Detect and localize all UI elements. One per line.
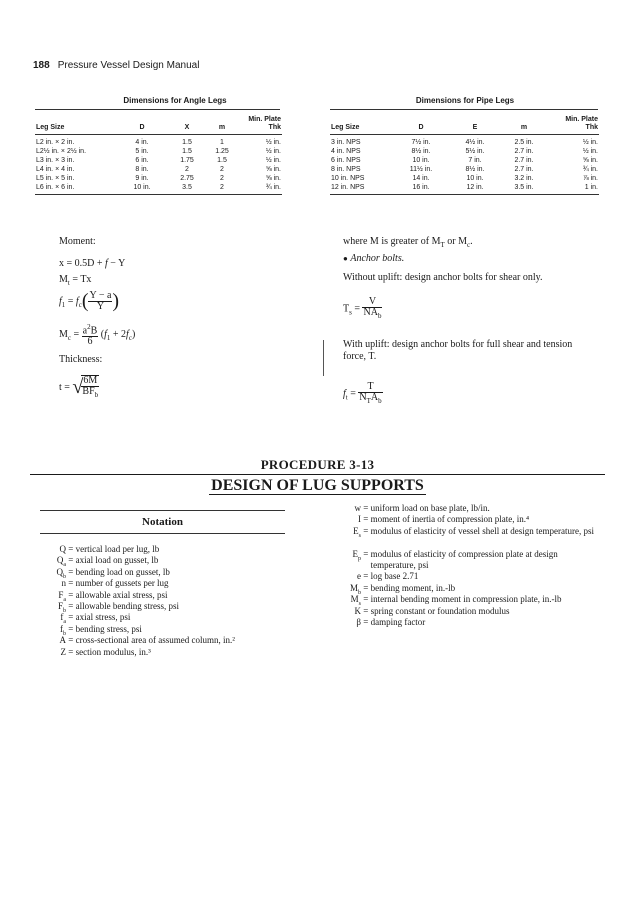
notation-symbol: $M_b$ bbox=[349, 582, 361, 596]
table-cell: 2 bbox=[220, 166, 224, 173]
table-cell: 2.5 in. bbox=[514, 139, 534, 146]
with-uplift-text: With uplift: design anchor bolts for full shear and tension force, T. bbox=[343, 339, 573, 362]
notation-symbol: e bbox=[357, 571, 361, 582]
table-cell: 4½ in. bbox=[465, 139, 485, 146]
procedure-title: DESIGN OF LUG SUPPORTS bbox=[211, 477, 424, 494]
table-row bbox=[35, 165, 282, 174]
notation-item: $Q_b$ = bending load on gusset, lb bbox=[48, 567, 286, 583]
table-cell: ½ in. bbox=[265, 157, 281, 164]
table-row bbox=[35, 183, 282, 195]
notation-item: e = log base 2.71 bbox=[333, 571, 596, 582]
table-cell: 9 in. bbox=[135, 175, 149, 182]
notation-symbol: $E_p$ bbox=[352, 548, 361, 562]
table-cell: 3.5 bbox=[167, 183, 207, 195]
table-cell: ⅝ in. bbox=[582, 157, 598, 164]
column-header: D bbox=[392, 116, 450, 135]
notation-definition: axial stress, psi bbox=[75, 612, 131, 623]
column-header: D bbox=[117, 116, 167, 135]
table-row bbox=[330, 135, 599, 148]
column-header: m bbox=[500, 116, 548, 135]
notation-item: $Q_a$ = axial load on gusset, lb bbox=[48, 555, 286, 571]
column-header: Leg Size bbox=[330, 116, 392, 135]
book-title: Pressure Vessel Design Manual bbox=[57, 60, 200, 71]
table-cell: 6 in. bbox=[135, 157, 149, 164]
notation-item: Q = vertical load per lug, lb bbox=[48, 544, 286, 555]
table-cell: 3 in. NPS bbox=[331, 139, 361, 146]
table-cell: ⅝ in. bbox=[265, 175, 281, 182]
table-cell: 11½ in. bbox=[409, 166, 433, 173]
notation-symbol: $Q_b$ bbox=[56, 566, 66, 580]
table-cell: 8 in. bbox=[135, 166, 149, 173]
notation-item: Z = section modulus, in.³ bbox=[48, 647, 286, 658]
table-cell: ¾ in. bbox=[237, 183, 282, 195]
notation-definition: allowable bending stress, psi bbox=[75, 601, 180, 611]
notation-item: I = moment of inertia of compression plate, in.⁴ bbox=[333, 514, 596, 525]
table-cell: 10 in. bbox=[466, 175, 484, 182]
column-header: Leg Size bbox=[35, 116, 117, 135]
notation-symbol: A bbox=[59, 635, 66, 646]
table-cell: ¾ in. bbox=[582, 166, 598, 173]
notation-item: $f_b$ = bending stress, psi bbox=[48, 624, 286, 640]
notation-symbol: Z bbox=[60, 646, 66, 657]
angle-legs-table bbox=[35, 116, 282, 195]
page-number: 188 bbox=[33, 60, 50, 71]
formula-mc: $M_c$ = $\frac{a^2B}{6}$ $(f_1 + 2f_c)$ bbox=[59, 323, 136, 348]
table-cell: L2½ in. × 2½ in. bbox=[36, 148, 87, 155]
table-header-row bbox=[35, 116, 282, 135]
table-cell: 1.5 bbox=[182, 139, 192, 146]
notation-symbol: I bbox=[358, 514, 361, 525]
formula-f1: $f_1 = f_c$( $\frac{Y - a}{Y}$ ) bbox=[59, 290, 120, 312]
table-cell: 7½ in. bbox=[411, 139, 431, 146]
bullet-icon: ● bbox=[343, 254, 348, 263]
table-row bbox=[35, 174, 282, 183]
column-header: X bbox=[167, 116, 207, 135]
notation-top-rule bbox=[40, 510, 285, 511]
table-cell: 2.7 in. bbox=[514, 166, 534, 173]
table-cell: 2.7 in. bbox=[514, 157, 534, 164]
table-cell: 8½ in. bbox=[411, 148, 431, 155]
notation-item: $M_b$ = bending moment, in.-lb bbox=[333, 583, 596, 599]
table-cell: ⅞ in. bbox=[582, 175, 598, 182]
notation-item: $E_p$ = modulus of elasticity of compression plate at design temperature, psi bbox=[333, 549, 596, 571]
notation-definition: uniform load on base plate, lb/in. bbox=[370, 503, 490, 513]
table-cell: 4 in. NPS bbox=[331, 148, 361, 155]
table-cell: 8½ in. bbox=[465, 166, 485, 173]
formula-ft: $f_t$ = $\frac{T}{N_TA_b}$ bbox=[343, 381, 382, 405]
table-cell: ½ in. bbox=[265, 139, 281, 146]
notation-symbol: $f_b$ bbox=[60, 623, 66, 637]
where-text: where M is greater of $M_T$ or $M_c$. bbox=[343, 236, 473, 249]
notation-definition: section modulus, in.³ bbox=[75, 646, 151, 657]
table-cell: ⅝ in. bbox=[265, 166, 281, 173]
formula-x: x = 0.5D + f − Y bbox=[59, 258, 126, 269]
table-cell: 8 in. NPS bbox=[331, 166, 361, 173]
notation-symbol: Q bbox=[59, 544, 66, 554]
column-header: E bbox=[450, 116, 500, 135]
notation-definition: spring constant or foundation modulus bbox=[370, 605, 510, 616]
table-cell: L4 in. × 4 in. bbox=[36, 166, 75, 173]
notation-definition: cross-sectional area of assumed column, in.² bbox=[75, 635, 235, 646]
running-head bbox=[33, 60, 199, 71]
notation-definition: vertical load per lug, lb bbox=[75, 544, 160, 554]
pipe-legs-table bbox=[330, 116, 599, 195]
notation-definition: moment of inertia of compression plate, in.⁴ bbox=[370, 514, 530, 525]
table-cell: 2.7 in. bbox=[514, 148, 534, 155]
table-cell: 1 in. bbox=[548, 183, 599, 195]
table-cell: 5½ in. bbox=[465, 148, 485, 155]
notation-definition: modulus of elasticity of compression plate at design temperature, psi bbox=[370, 548, 558, 570]
table-cell: 6 in. NPS bbox=[331, 157, 361, 164]
table-row bbox=[330, 147, 599, 156]
table-header-row bbox=[330, 116, 599, 135]
table-cell: 1 bbox=[220, 139, 224, 146]
notation-item: $F_b$ = allowable bending stress, psi bbox=[48, 601, 286, 617]
table-row bbox=[35, 135, 282, 148]
table-cell: 2 bbox=[207, 183, 237, 195]
notation-definition: axial load on gusset, lb bbox=[75, 555, 159, 566]
notation-definition: damping factor bbox=[370, 617, 426, 627]
table-cell: 1.5 bbox=[182, 148, 192, 155]
thickness-label: Thickness: bbox=[59, 354, 103, 365]
table-cell: 14 in. bbox=[412, 175, 430, 182]
notation-item: n = number of gussets per lug bbox=[48, 578, 286, 589]
without-uplift-text: Without uplift: design anchor bolts for shear only. bbox=[343, 272, 543, 283]
table-cell: 16 in. bbox=[392, 183, 450, 195]
table-cell: L6 in. × 6 in. bbox=[35, 183, 117, 195]
angle-legs-table-title: Dimensions for Angle Legs bbox=[123, 96, 227, 105]
table-cell: ½ in. bbox=[582, 139, 598, 146]
table-row bbox=[35, 147, 282, 156]
table-cell: 1.25 bbox=[215, 148, 229, 155]
notation-symbol: $M_s$ bbox=[350, 594, 361, 607]
notation-definition: bending load on gusset, lb bbox=[75, 566, 170, 577]
notation-definition: bending moment, in.-lb bbox=[370, 582, 456, 593]
table-row bbox=[330, 183, 599, 195]
table-cell: 1.75 bbox=[180, 157, 194, 164]
column-header: Min. Plate Thk bbox=[548, 116, 599, 135]
notation-definition: number of gussets per lug bbox=[75, 578, 169, 589]
notation-item: $F_a$ = allowable axial stress, psi bbox=[48, 590, 286, 606]
table-row bbox=[330, 156, 599, 165]
procedure-rule bbox=[30, 474, 605, 475]
notation-heading: Notation bbox=[142, 516, 183, 528]
notation-symbol: $E_s$ bbox=[353, 525, 361, 539]
table-cell: 2 bbox=[220, 175, 224, 182]
table-cell: 10 in. bbox=[412, 157, 430, 164]
notation-symbol: $Q_a$ bbox=[56, 555, 66, 569]
column-header: Min. Plate Thk bbox=[237, 116, 282, 135]
anchor-bolts-heading: ● Anchor bolts. bbox=[343, 253, 405, 264]
notation-item: $E_s$ = modulus of elasticity of vessel shell at design temperature, psi bbox=[333, 526, 596, 542]
procedure-number: PROCEDURE 3-13 bbox=[260, 457, 375, 472]
table-cell: 2 bbox=[185, 166, 189, 173]
table-cell: 4 in. bbox=[135, 139, 149, 146]
angle-table-top-rule bbox=[35, 109, 280, 110]
table-row bbox=[330, 174, 599, 183]
table-cell: 3.5 in. bbox=[500, 183, 548, 195]
notation-symbol: K bbox=[354, 605, 361, 616]
notation-definition: bending stress, psi bbox=[75, 623, 142, 634]
table-cell: 12 in. bbox=[450, 183, 500, 195]
table-cell: 5 in. bbox=[135, 148, 149, 155]
formula-t: t = √ $\frac{6M}{BF_b}$ bbox=[59, 375, 99, 399]
notation-item: K = spring constant or foundation modulus bbox=[333, 606, 596, 617]
table-cell: 3.2 in. bbox=[514, 175, 534, 182]
notation-symbol: $F_b$ bbox=[57, 601, 66, 614]
notation-item: β = damping factor bbox=[333, 617, 596, 628]
notation-definition: allowable axial stress, psi bbox=[75, 589, 168, 600]
pipe-table-top-rule bbox=[330, 109, 598, 110]
notation-item: w = uniform load on base plate, lb/in. bbox=[333, 503, 596, 514]
formula-ts: $T_s$ = $\frac{V}{NA_b}$ bbox=[343, 296, 382, 320]
pipe-legs-table-title: Dimensions for Pipe Legs bbox=[415, 96, 515, 105]
notation-symbol: $F_a$ bbox=[58, 589, 66, 603]
notation-heading-rule bbox=[40, 533, 285, 534]
table-cell: 2.75 bbox=[180, 175, 194, 182]
table-cell: L5 in. × 5 in. bbox=[36, 175, 75, 182]
notation-symbol: w bbox=[354, 503, 361, 513]
table-row bbox=[330, 165, 599, 174]
notation-symbol: β bbox=[356, 617, 361, 627]
notation-definition: internal bending moment in compression plate, in.-lb bbox=[370, 594, 562, 605]
table-cell: ½ in. bbox=[265, 148, 281, 155]
notation-item: A = cross-sectional area of assumed column, in.² bbox=[48, 635, 286, 646]
table-row bbox=[35, 156, 282, 165]
table-cell: 7 in. bbox=[468, 157, 482, 164]
notation-symbol: n bbox=[61, 578, 66, 589]
table-cell: L2 in. × 2 in. bbox=[36, 139, 75, 146]
table-cell: 10 in. bbox=[117, 183, 167, 195]
table-cell: 12 in. NPS bbox=[330, 183, 392, 195]
formula-mt: $M_t = Tx$ bbox=[59, 274, 92, 287]
notation-item: $M_s$ = internal bending moment in compression plate, in.-lb bbox=[333, 594, 596, 610]
notation-item: $f_a$ = axial stress, psi bbox=[48, 612, 286, 628]
notation-symbol: $f_a$ bbox=[60, 612, 66, 626]
table-cell: L3 in. × 3 in. bbox=[36, 157, 75, 164]
table-cell: 1.5 bbox=[217, 157, 227, 164]
notation-definition: log base 2.71 bbox=[370, 571, 419, 582]
margin-mark bbox=[323, 340, 324, 376]
column-header: m bbox=[207, 116, 237, 135]
table-cell: ½ in. bbox=[582, 148, 598, 155]
table-cell: 10 in. NPS bbox=[331, 175, 365, 182]
notation-definition: modulus of elasticity of vessel shell at design temperature, psi bbox=[370, 525, 595, 536]
moment-label: Moment: bbox=[59, 236, 96, 247]
